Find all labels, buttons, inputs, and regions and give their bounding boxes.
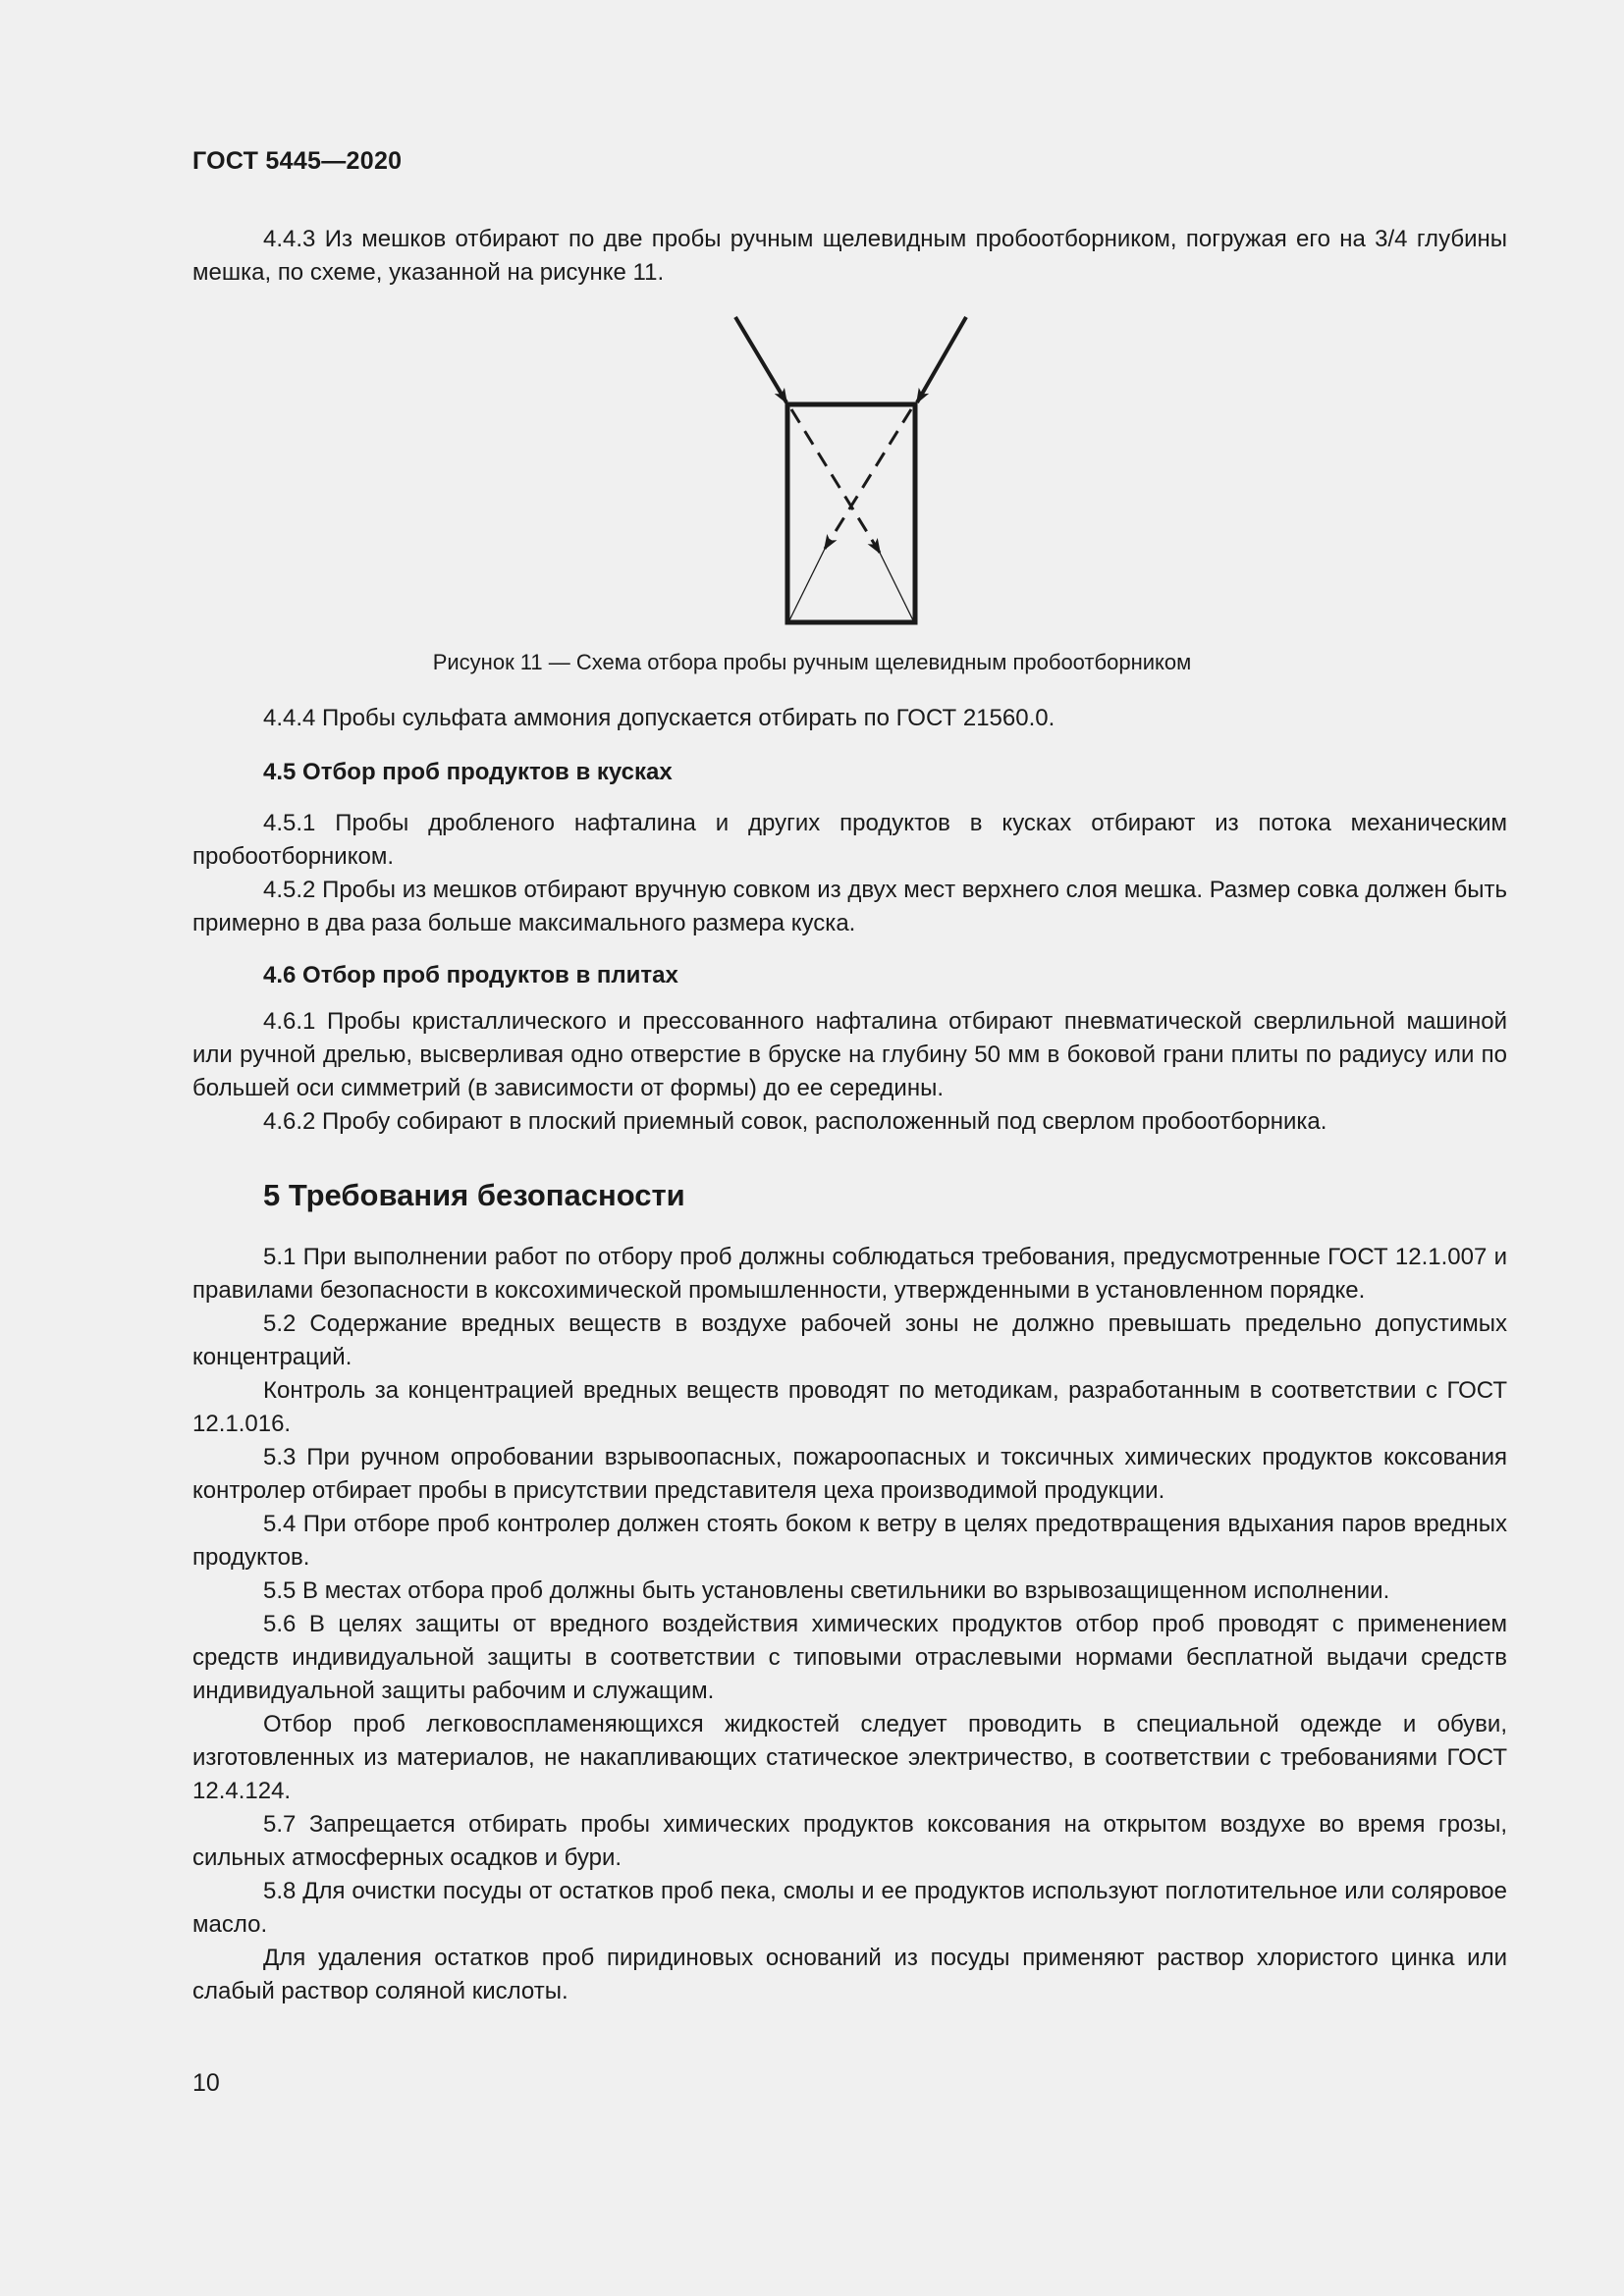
bag-outline bbox=[787, 404, 915, 622]
paragraph-5-1: 5.1 При выполнении работ по отбору проб должны соблюдаться требования, предусмотренные ГОСТ 12.1.007 и правилами безопасности в коксохимической промышленности, утвержденными в установленном порядке. bbox=[192, 1244, 1507, 1304]
section-4-5-body bbox=[192, 807, 1507, 940]
section-4-6-body bbox=[192, 1005, 1507, 1139]
heading-4-6: 4.6 Отбор проб продуктов в плитах bbox=[263, 962, 678, 988]
paragraph-5-3: 5.3 При ручном опробовании взрывоопасных, пожароопасных и токсичных химических продуктов коксования контролер отбирает пробы в присутствии представителя цеха производимой продукции. bbox=[192, 1444, 1507, 1504]
paragraph-text: 4.4.4 Пробы сульфата аммония допускается отбирать по ГОСТ 21560.0. bbox=[263, 705, 1056, 731]
paragraph-5-2: 5.2 Содержание вредных веществ в воздухе рабочей зоны не должно превышать предельно допустимых концентраций. bbox=[192, 1310, 1507, 1370]
heading-section-5: 5 Требования безопасности bbox=[263, 1178, 685, 1212]
paragraph-4-4-4 bbox=[192, 702, 1507, 735]
paragraph-4-6-2: 4.6.2 Пробу собирают в плоский приемный совок, расположенный под сверлом пробоотборника. bbox=[263, 1108, 1327, 1135]
paragraph-5-8: 5.8 Для очистки посуды от остатков проб пека, смолы и ее продуктов используют поглотительное или соляровое масло. bbox=[192, 1878, 1507, 1938]
right-probe-path-thin bbox=[789, 549, 825, 620]
paragraph-4-6-1: 4.6.1 Пробы кристаллического и прессованного нафталина отбирают пневматической сверлильной машиной или ручной дрелью, высверливая одно отверстие в бруске на глубину 50 мм в боковой грани плиты по радиусу или по большей оси симметрий (в зависимости от формы) до ее середины. bbox=[192, 1008, 1507, 1101]
paragraph-5-2-control: Контроль за концентрацией вредных веществ проводят по методикам, разработанным в соответствии с ГОСТ 12.1.016. bbox=[192, 1377, 1507, 1437]
paragraph-5-6: 5.6 В целях защиты от вредного воздействия химических продуктов отбор проб проводят с применением средств индивидуальной защиты в соответствии с типовыми отраслевыми нормами бесплатной выдачи средств индивидуальной защиты рабочим и служащим. bbox=[192, 1611, 1507, 1704]
figure-11 bbox=[707, 309, 1001, 638]
paragraph-5-4: 5.4 При отборе проб контролер должен стоять боком к ветру в целях предотвращения вдыхания паров вредных продуктов. bbox=[192, 1511, 1507, 1571]
left-probe-arrow bbox=[735, 317, 786, 402]
paragraph-5-6-flammable: Отбор проб легковоспламеняющихся жидкостей следует проводить в специальной одежде и обуви, изготовленных из материалов, не накапливающих статическое электричество, в соответствии с требованиями ГОСТ 12.4.124. bbox=[192, 1711, 1507, 1804]
paragraph-text: 4.4.3 Из мешков отбирают по две пробы ручным щелевидным пробоотборником, погружая его на 3/4 глубины мешка, по схеме, указанной на рисунке 11. bbox=[192, 226, 1507, 286]
left-probe-path-thin bbox=[880, 553, 913, 620]
document-code: ГОСТ 5445—2020 bbox=[192, 147, 403, 175]
paragraph-5-8-pyridine: Для удаления остатков проб пиридиновых оснований из посуды применяют раствор хлористого цинка или слабый раствор соляной кислоты. bbox=[192, 1945, 1507, 2004]
paragraph-5-5: 5.5 В местах отбора проб должны быть установлены светильники во взрывозащищенном исполнении. bbox=[263, 1577, 1390, 1604]
paragraph-4-5-2: 4.5.2 Пробы из мешков отбирают вручную совком из двух мест верхнего слоя мешка. Размер совка должен быть примерно в два раза больше максимального размера куска. bbox=[192, 877, 1507, 936]
figure-caption: Рисунок 11 — Схема отбора пробы ручным щелевидным пробоотборником bbox=[432, 650, 1192, 674]
paragraph-4-5-1: 4.5.1 Пробы дробленого нафталина и других продуктов в кусках отбирают из потока механическим пробоотборником. bbox=[192, 810, 1507, 870]
right-probe-path-dashed bbox=[825, 409, 911, 549]
right-probe-arrow bbox=[917, 317, 966, 402]
heading-4-5: 4.5 Отбор проб продуктов в кусках bbox=[263, 759, 673, 785]
paragraph-4-4-3 bbox=[192, 223, 1507, 290]
paragraph-5-7: 5.7 Запрещается отбирать пробы химических продуктов коксования на открытом воздухе во время грозы, сильных атмосферных осадков и бури. bbox=[192, 1811, 1507, 1871]
section-5-body bbox=[192, 1241, 1507, 2008]
page-number: 10 bbox=[192, 2069, 220, 2097]
sampling-scheme-diagram bbox=[707, 309, 1001, 633]
